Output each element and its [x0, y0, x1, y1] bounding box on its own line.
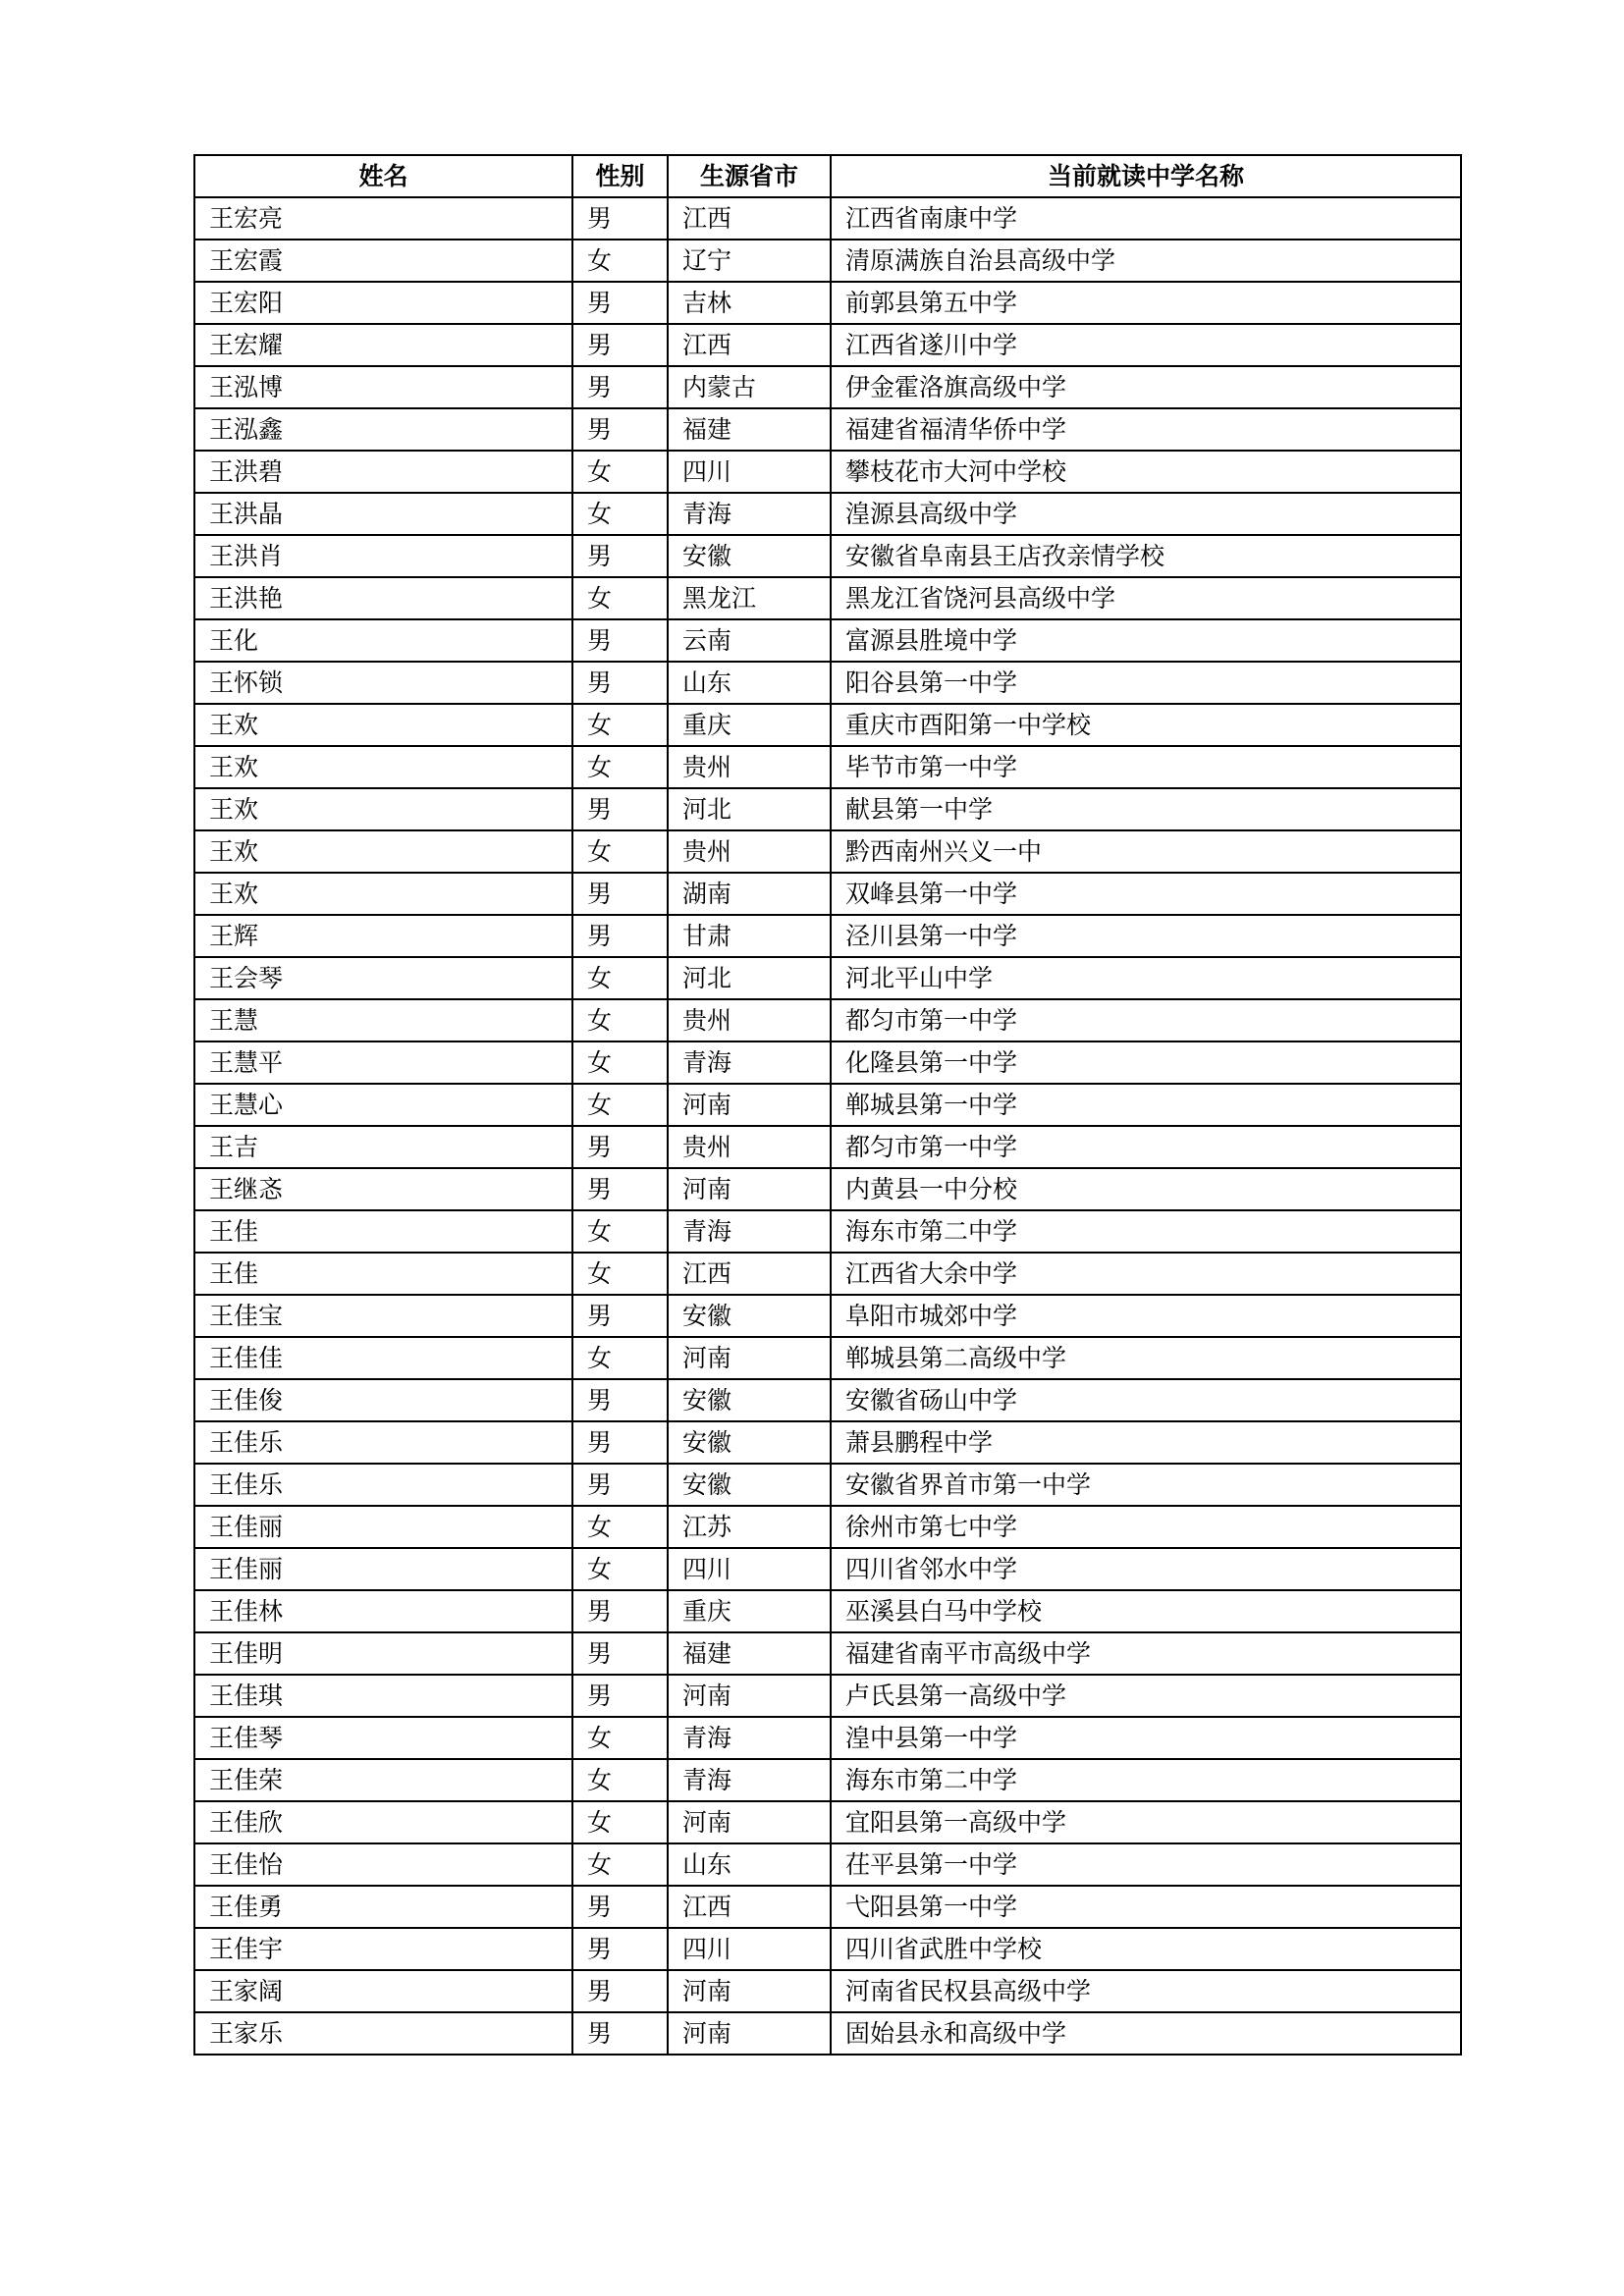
- table-row: [194, 1379, 1461, 1421]
- cell-school: 宜阳县第一高级中学: [831, 1801, 1461, 1843]
- header-province: 生源省市: [668, 155, 831, 197]
- cell-school: 河南省民权县高级中学: [831, 1970, 1461, 2012]
- cell-name: 王洪肖: [194, 535, 572, 577]
- table-row: [194, 1084, 1461, 1126]
- cell-name: 王欢: [194, 746, 572, 788]
- cell-gender: 女: [572, 1253, 668, 1295]
- cell-province: 吉林: [668, 282, 831, 324]
- table-row: [194, 1210, 1461, 1253]
- cell-school: 江西省南康中学: [831, 197, 1461, 240]
- table-row: [194, 1801, 1461, 1843]
- cell-gender: 男: [572, 1126, 668, 1168]
- cell-province: 江苏: [668, 1506, 831, 1548]
- cell-name: 王佳宇: [194, 1928, 572, 1970]
- cell-school: 内黄县一中分校: [831, 1168, 1461, 1210]
- cell-province: 重庆: [668, 704, 831, 746]
- cell-province: 云南: [668, 619, 831, 662]
- cell-gender: 女: [572, 1337, 668, 1379]
- cell-school: 安徽省阜南县王店孜亲情学校: [831, 535, 1461, 577]
- header-gender: 性别: [572, 155, 668, 197]
- cell-name: 王辉: [194, 915, 572, 957]
- cell-name: 王家阔: [194, 1970, 572, 2012]
- cell-province: 甘肃: [668, 915, 831, 957]
- cell-gender: 男: [572, 1928, 668, 1970]
- cell-gender: 男: [572, 788, 668, 830]
- cell-name: 王佳琴: [194, 1717, 572, 1759]
- cell-name: 王欢: [194, 873, 572, 915]
- table-row: [194, 1843, 1461, 1886]
- cell-gender: 男: [572, 1886, 668, 1928]
- table-row: [194, 788, 1461, 830]
- header-name: 姓名: [194, 155, 572, 197]
- cell-name: 王佳俊: [194, 1379, 572, 1421]
- cell-school: 固始县永和高级中学: [831, 2012, 1461, 2055]
- table-row: [194, 535, 1461, 577]
- cell-gender: 女: [572, 957, 668, 999]
- cell-school: 重庆市酉阳第一中学校: [831, 704, 1461, 746]
- cell-province: 福建: [668, 408, 831, 451]
- cell-gender: 男: [572, 1590, 668, 1632]
- cell-province: 辽宁: [668, 240, 831, 282]
- table-header-row: [194, 155, 1461, 197]
- cell-province: 河北: [668, 957, 831, 999]
- cell-school: 攀枝花市大河中学校: [831, 451, 1461, 493]
- table-row: [194, 366, 1461, 408]
- cell-province: 江西: [668, 1253, 831, 1295]
- cell-name: 王佳丽: [194, 1506, 572, 1548]
- table-row: [194, 1886, 1461, 1928]
- table-row: [194, 1928, 1461, 1970]
- cell-gender: 男: [572, 408, 668, 451]
- cell-province: 贵州: [668, 746, 831, 788]
- cell-province: 青海: [668, 1210, 831, 1253]
- cell-school: 黑龙江省饶河县高级中学: [831, 577, 1461, 619]
- cell-province: 贵州: [668, 1126, 831, 1168]
- cell-province: 安徽: [668, 1464, 831, 1506]
- table-row: [194, 1675, 1461, 1717]
- table-row: [194, 240, 1461, 282]
- table-row: [194, 1970, 1461, 2012]
- cell-school: 湟源县高级中学: [831, 493, 1461, 535]
- cell-province: 青海: [668, 1717, 831, 1759]
- cell-name: 王佳欣: [194, 1801, 572, 1843]
- cell-name: 王佳: [194, 1210, 572, 1253]
- cell-name: 王佳荣: [194, 1759, 572, 1801]
- cell-school: 富源县胜境中学: [831, 619, 1461, 662]
- cell-name: 王欢: [194, 788, 572, 830]
- cell-school: 湟中县第一中学: [831, 1717, 1461, 1759]
- cell-gender: 女: [572, 999, 668, 1041]
- cell-school: 伊金霍洛旗高级中学: [831, 366, 1461, 408]
- cell-school: 萧县鹏程中学: [831, 1421, 1461, 1464]
- table-row: [194, 1464, 1461, 1506]
- table-row: [194, 324, 1461, 366]
- header-school: 当前就读中学名称: [831, 155, 1461, 197]
- cell-school: 河北平山中学: [831, 957, 1461, 999]
- cell-name: 王宏霞: [194, 240, 572, 282]
- cell-school: 黔西南州兴义一中: [831, 830, 1461, 873]
- cell-province: 安徽: [668, 1379, 831, 1421]
- cell-school: 阳谷县第一中学: [831, 662, 1461, 704]
- cell-school: 都匀市第一中学: [831, 1126, 1461, 1168]
- cell-school: 卢氏县第一高级中学: [831, 1675, 1461, 1717]
- cell-province: 江西: [668, 324, 831, 366]
- cell-province: 安徽: [668, 1295, 831, 1337]
- cell-province: 湖南: [668, 873, 831, 915]
- cell-gender: 女: [572, 1210, 668, 1253]
- table-body: [194, 197, 1461, 2055]
- cell-gender: 女: [572, 1717, 668, 1759]
- cell-province: 重庆: [668, 1590, 831, 1632]
- cell-name: 王欢: [194, 704, 572, 746]
- cell-name: 王宏阳: [194, 282, 572, 324]
- cell-province: 青海: [668, 1759, 831, 1801]
- cell-gender: 女: [572, 1506, 668, 1548]
- cell-gender: 男: [572, 1295, 668, 1337]
- cell-school: 徐州市第七中学: [831, 1506, 1461, 1548]
- cell-gender: 女: [572, 1801, 668, 1843]
- cell-name: 王佳丽: [194, 1548, 572, 1590]
- cell-gender: 男: [572, 1421, 668, 1464]
- cell-gender: 女: [572, 451, 668, 493]
- cell-name: 王慧: [194, 999, 572, 1041]
- cell-province: 四川: [668, 451, 831, 493]
- cell-name: 王洪晶: [194, 493, 572, 535]
- cell-gender: 男: [572, 1168, 668, 1210]
- cell-school: 泾川县第一中学: [831, 915, 1461, 957]
- cell-province: 河南: [668, 1801, 831, 1843]
- cell-province: 四川: [668, 1928, 831, 1970]
- cell-school: 四川省邻水中学: [831, 1548, 1461, 1590]
- cell-gender: 男: [572, 324, 668, 366]
- cell-school: 福建省福清华侨中学: [831, 408, 1461, 451]
- cell-name: 王家乐: [194, 2012, 572, 2055]
- table-row: [194, 1421, 1461, 1464]
- cell-province: 江西: [668, 1886, 831, 1928]
- cell-gender: 男: [572, 366, 668, 408]
- cell-gender: 女: [572, 577, 668, 619]
- cell-name: 王泓鑫: [194, 408, 572, 451]
- cell-school: 江西省大余中学: [831, 1253, 1461, 1295]
- cell-name: 王洪艳: [194, 577, 572, 619]
- cell-gender: 女: [572, 830, 668, 873]
- cell-school: 毕节市第一中学: [831, 746, 1461, 788]
- cell-name: 王佳怡: [194, 1843, 572, 1886]
- cell-gender: 女: [572, 1548, 668, 1590]
- cell-name: 王宏亮: [194, 197, 572, 240]
- cell-name: 王洪碧: [194, 451, 572, 493]
- cell-school: 都匀市第一中学: [831, 999, 1461, 1041]
- table-row: [194, 999, 1461, 1041]
- cell-gender: 女: [572, 1084, 668, 1126]
- cell-school: 弋阳县第一中学: [831, 1886, 1461, 1928]
- cell-gender: 男: [572, 282, 668, 324]
- cell-name: 王泓博: [194, 366, 572, 408]
- cell-name: 王宏耀: [194, 324, 572, 366]
- table-row: [194, 873, 1461, 915]
- cell-gender: 男: [572, 873, 668, 915]
- cell-name: 王慧心: [194, 1084, 572, 1126]
- cell-province: 河南: [668, 1084, 831, 1126]
- cell-province: 河南: [668, 1675, 831, 1717]
- cell-school: 清原满族自治县高级中学: [831, 240, 1461, 282]
- table-row: [194, 1253, 1461, 1295]
- cell-province: 贵州: [668, 830, 831, 873]
- table-row: [194, 1590, 1461, 1632]
- table-row: [194, 1295, 1461, 1337]
- cell-school: 巫溪县白马中学校: [831, 1590, 1461, 1632]
- cell-province: 河南: [668, 1168, 831, 1210]
- cell-name: 王欢: [194, 830, 572, 873]
- table-row: [194, 619, 1461, 662]
- cell-school: 双峰县第一中学: [831, 873, 1461, 915]
- cell-name: 王慧平: [194, 1041, 572, 1084]
- table-row: [194, 197, 1461, 240]
- cell-gender: 女: [572, 1041, 668, 1084]
- cell-name: 王佳琪: [194, 1675, 572, 1717]
- cell-province: 福建: [668, 1632, 831, 1675]
- cell-school: 福建省南平市高级中学: [831, 1632, 1461, 1675]
- table-row: [194, 1337, 1461, 1379]
- cell-gender: 男: [572, 1675, 668, 1717]
- cell-gender: 女: [572, 240, 668, 282]
- cell-gender: 男: [572, 915, 668, 957]
- cell-province: 四川: [668, 1548, 831, 1590]
- cell-school: 四川省武胜中学校: [831, 1928, 1461, 1970]
- cell-province: 河南: [668, 1337, 831, 1379]
- cell-province: 青海: [668, 493, 831, 535]
- table-row: [194, 662, 1461, 704]
- cell-province: 安徽: [668, 535, 831, 577]
- table-row: [194, 408, 1461, 451]
- student-table: [193, 154, 1462, 2056]
- cell-name: 王继忞: [194, 1168, 572, 1210]
- cell-name: 王佳明: [194, 1632, 572, 1675]
- cell-gender: 男: [572, 535, 668, 577]
- cell-name: 王佳乐: [194, 1421, 572, 1464]
- cell-name: 王会琴: [194, 957, 572, 999]
- cell-school: 安徽省砀山中学: [831, 1379, 1461, 1421]
- cell-province: 河南: [668, 1970, 831, 2012]
- cell-school: 江西省遂川中学: [831, 324, 1461, 366]
- table-row: [194, 915, 1461, 957]
- cell-gender: 男: [572, 619, 668, 662]
- cell-school: 献县第一中学: [831, 788, 1461, 830]
- table-row: [194, 746, 1461, 788]
- cell-school: 茌平县第一中学: [831, 1843, 1461, 1886]
- cell-province: 黑龙江: [668, 577, 831, 619]
- cell-school: 化隆县第一中学: [831, 1041, 1461, 1084]
- cell-province: 贵州: [668, 999, 831, 1041]
- table-row: [194, 1632, 1461, 1675]
- table-row: [194, 957, 1461, 999]
- cell-name: 王化: [194, 619, 572, 662]
- cell-gender: 男: [572, 2012, 668, 2055]
- cell-province: 河北: [668, 788, 831, 830]
- table-row: [194, 451, 1461, 493]
- cell-gender: 女: [572, 1843, 668, 1886]
- cell-school: 阜阳市城郊中学: [831, 1295, 1461, 1337]
- table-row: [194, 1126, 1461, 1168]
- cell-name: 王佳宝: [194, 1295, 572, 1337]
- cell-name: 王怀锁: [194, 662, 572, 704]
- table-row: [194, 1168, 1461, 1210]
- cell-gender: 女: [572, 493, 668, 535]
- table-row: [194, 282, 1461, 324]
- cell-gender: 男: [572, 1632, 668, 1675]
- cell-province: 山东: [668, 1843, 831, 1886]
- cell-province: 河南: [668, 2012, 831, 2055]
- cell-school: 海东市第二中学: [831, 1210, 1461, 1253]
- cell-school: 安徽省界首市第一中学: [831, 1464, 1461, 1506]
- table-row: [194, 1548, 1461, 1590]
- cell-name: 王佳勇: [194, 1886, 572, 1928]
- cell-province: 山东: [668, 662, 831, 704]
- cell-name: 王佳: [194, 1253, 572, 1295]
- table-row: [194, 1717, 1461, 1759]
- cell-gender: 男: [572, 662, 668, 704]
- cell-school: 郸城县第二高级中学: [831, 1337, 1461, 1379]
- table-row: [194, 1759, 1461, 1801]
- cell-gender: 男: [572, 1970, 668, 2012]
- table-row: [194, 577, 1461, 619]
- cell-name: 王佳乐: [194, 1464, 572, 1506]
- table-row: [194, 704, 1461, 746]
- cell-gender: 女: [572, 704, 668, 746]
- cell-name: 王佳佳: [194, 1337, 572, 1379]
- cell-gender: 男: [572, 1464, 668, 1506]
- cell-gender: 女: [572, 1759, 668, 1801]
- cell-province: 青海: [668, 1041, 831, 1084]
- cell-name: 王吉: [194, 1126, 572, 1168]
- table-row: [194, 830, 1461, 873]
- table-row: [194, 493, 1461, 535]
- cell-gender: 女: [572, 746, 668, 788]
- cell-province: 安徽: [668, 1421, 831, 1464]
- table-row: [194, 2012, 1461, 2055]
- cell-province: 江西: [668, 197, 831, 240]
- cell-province: 内蒙古: [668, 366, 831, 408]
- cell-gender: 男: [572, 197, 668, 240]
- cell-school: 前郭县第五中学: [831, 282, 1461, 324]
- cell-school: 海东市第二中学: [831, 1759, 1461, 1801]
- cell-school: 郸城县第一中学: [831, 1084, 1461, 1126]
- cell-gender: 男: [572, 1379, 668, 1421]
- table-row: [194, 1041, 1461, 1084]
- table-row: [194, 1506, 1461, 1548]
- cell-name: 王佳林: [194, 1590, 572, 1632]
